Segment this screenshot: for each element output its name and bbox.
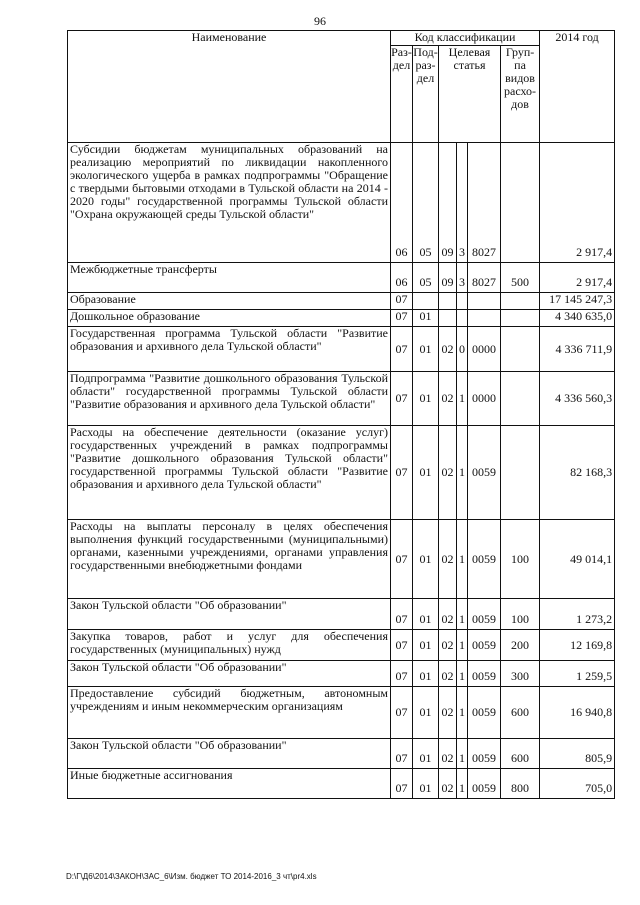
row-podrazdel: 05 [413,143,439,263]
row-razdel: 07 [391,426,413,520]
row-target-program: 02 [439,687,457,739]
table-row [68,263,615,293]
table-row [68,661,615,687]
row-expense-group: 300 [501,661,540,687]
row-podrazdel: 01 [413,769,439,799]
row-target-program: 02 [439,769,457,799]
row-name: Закон Тульской области "Об образовании" [68,599,391,630]
row-podrazdel: 01 [413,327,439,372]
row-expense-group [501,143,540,263]
budget-table [67,30,615,799]
table-row [68,739,615,769]
row-expense-group: 100 [501,599,540,630]
row-target-subprogram: 0 [457,327,468,372]
row-target-code: 0059 [468,687,501,739]
header-code: Код классификации [391,31,540,46]
row-target-subprogram: 1 [457,739,468,769]
row-target-subprogram: 1 [457,661,468,687]
table-row [68,426,615,520]
row-podrazdel: 01 [413,739,439,769]
row-name: Закон Тульской области "Об образовании" [68,661,391,687]
row-name: Дошкольное образование [68,310,391,327]
row-amount: 2 917,4 [540,143,615,263]
row-expense-group: 500 [501,263,540,293]
row-amount: 16 940,8 [540,687,615,739]
row-target-subprogram: 1 [457,372,468,426]
row-target-code: 0059 [468,739,501,769]
table-row [68,143,615,263]
row-target-code: 8027 [468,263,501,293]
row-razdel: 06 [391,143,413,263]
row-podrazdel: 01 [413,310,439,327]
table-row [68,687,615,739]
row-expense-group: 100 [501,520,540,599]
table-row [68,769,615,799]
row-target-subprogram: 1 [457,426,468,520]
row-name: Образование [68,293,391,310]
row-target-program: 02 [439,372,457,426]
row-name: Иные бюджетные ассигнования [68,769,391,799]
row-expense-group: 600 [501,739,540,769]
row-razdel: 07 [391,599,413,630]
row-target-program: 02 [439,661,457,687]
row-amount: 4 336 560,3 [540,372,615,426]
row-expense-group: 200 [501,630,540,661]
row-expense-group [501,293,540,310]
row-name: Закупка товаров, работ и услуг для обеспечения государственных (муниципальных) нужд [68,630,391,661]
row-target-code: 0059 [468,520,501,599]
row-target-code: 0059 [468,661,501,687]
header-podrazdel: Под-раз-дел [413,46,439,143]
header-razdel: Раз-дел [391,46,413,143]
row-expense-group [501,372,540,426]
row-razdel: 07 [391,327,413,372]
row-amount: 49 014,1 [540,520,615,599]
row-target-subprogram: 3 [457,143,468,263]
row-target-code: 8027 [468,143,501,263]
row-target-program: 02 [439,739,457,769]
header-year: 2014 год [540,31,615,143]
row-expense-group: 600 [501,687,540,739]
row-expense-group [501,426,540,520]
row-target-subprogram: 1 [457,599,468,630]
row-name: Предоставление субсидий бюджетным, автономным учреждениям и иным некоммерческим организациям [68,687,391,739]
row-name: Расходы на обеспечение деятельности (оказание услуг) государственных учреждений в рамках подпрограммы "Развитие дошкольного образования Тульской области" государственной программы Тульской области "Развитие образования и архивного дела Тульской области" [68,426,391,520]
row-target-subprogram [457,293,468,310]
row-amount: 805,9 [540,739,615,769]
row-target-code: 0000 [468,327,501,372]
row-podrazdel: 01 [413,520,439,599]
row-target-program: 02 [439,426,457,520]
row-target-subprogram [457,310,468,327]
row-podrazdel: 01 [413,630,439,661]
row-target-code [468,310,501,327]
header-name: Наименование [68,31,391,143]
row-podrazdel: 01 [413,426,439,520]
table-row [68,372,615,426]
page-number: 96 [314,14,326,28]
table-row [68,630,615,661]
row-target-program: 02 [439,520,457,599]
row-expense-group [501,327,540,372]
row-amount: 1 273,2 [540,599,615,630]
row-target-program: 09 [439,143,457,263]
row-name: Межбюджетные трансферты [68,263,391,293]
file-path-footer: D:\Г\Д6\2014\ЗАКОН\ЗАС_6\Изм. бюджет ТО 2014-2016_3 чт\pr4.xls [66,872,317,881]
row-razdel: 07 [391,310,413,327]
row-name: Государственная программа Тульской области "Развитие образования и архивного дела Тульской области" [68,327,391,372]
table-row [68,293,615,310]
row-razdel: 07 [391,372,413,426]
row-target-code [468,293,501,310]
row-target-code: 0059 [468,769,501,799]
row-name: Субсидии бюджетам муниципальных образований на реализацию мероприятий по ликвидации накопленного экологического ущерба в рамках подпрограммы "Обращение с твердыми бытовыми отходами в Тульской области на 2014 - 2020 годы" государственной программы Тульской области "Охрана окружающей среды Тульской области" [68,143,391,263]
row-razdel: 06 [391,263,413,293]
table-row [68,327,615,372]
table-row [68,520,615,599]
row-expense-group [501,310,540,327]
row-podrazdel: 01 [413,599,439,630]
row-amount: 2 917,4 [540,263,615,293]
row-podrazdel: 01 [413,372,439,426]
row-razdel: 07 [391,661,413,687]
row-podrazdel: 01 [413,661,439,687]
table-row [68,310,615,327]
header-target: Целевая статья [439,46,501,143]
row-amount: 12 169,8 [540,630,615,661]
row-target-subprogram: 3 [457,263,468,293]
row-razdel: 07 [391,293,413,310]
row-razdel: 07 [391,769,413,799]
row-razdel: 07 [391,739,413,769]
row-amount: 17 145 247,3 [540,293,615,310]
row-razdel: 07 [391,687,413,739]
row-target-code: 0059 [468,630,501,661]
row-target-program: 02 [439,599,457,630]
row-target-subprogram: 1 [457,520,468,599]
row-target-program: 02 [439,327,457,372]
row-target-code: 0000 [468,372,501,426]
row-amount: 82 168,3 [540,426,615,520]
row-podrazdel [413,293,439,310]
row-target-code: 0059 [468,599,501,630]
row-name: Подпрограмма "Развитие дошкольного образования Тульской области" государственной программы Тульской области "Развитие образования и архивного дела Тульской области" [68,372,391,426]
row-amount: 4 336 711,9 [540,327,615,372]
row-target-code: 0059 [468,426,501,520]
row-name: Расходы на выплаты персоналу в целях обеспечения выполнения функций государственными (муниципальными) органами, казенными учреждениями, органами управления государственными внебюджетными фондами [68,520,391,599]
row-name: Закон Тульской области "Об образовании" [68,739,391,769]
row-amount: 705,0 [540,769,615,799]
row-expense-group: 800 [501,769,540,799]
row-target-program [439,310,457,327]
table-row [68,599,615,630]
row-podrazdel: 05 [413,263,439,293]
row-target-program: 09 [439,263,457,293]
row-razdel: 07 [391,630,413,661]
header-group: Груп-па видов расхо-дов [501,46,540,143]
row-target-program: 02 [439,630,457,661]
row-target-subprogram: 1 [457,630,468,661]
row-target-subprogram: 1 [457,769,468,799]
row-amount: 4 340 635,0 [540,310,615,327]
row-razdel: 07 [391,520,413,599]
row-amount: 1 259,5 [540,661,615,687]
row-podrazdel: 01 [413,687,439,739]
row-target-program [439,293,457,310]
row-target-subprogram: 1 [457,687,468,739]
